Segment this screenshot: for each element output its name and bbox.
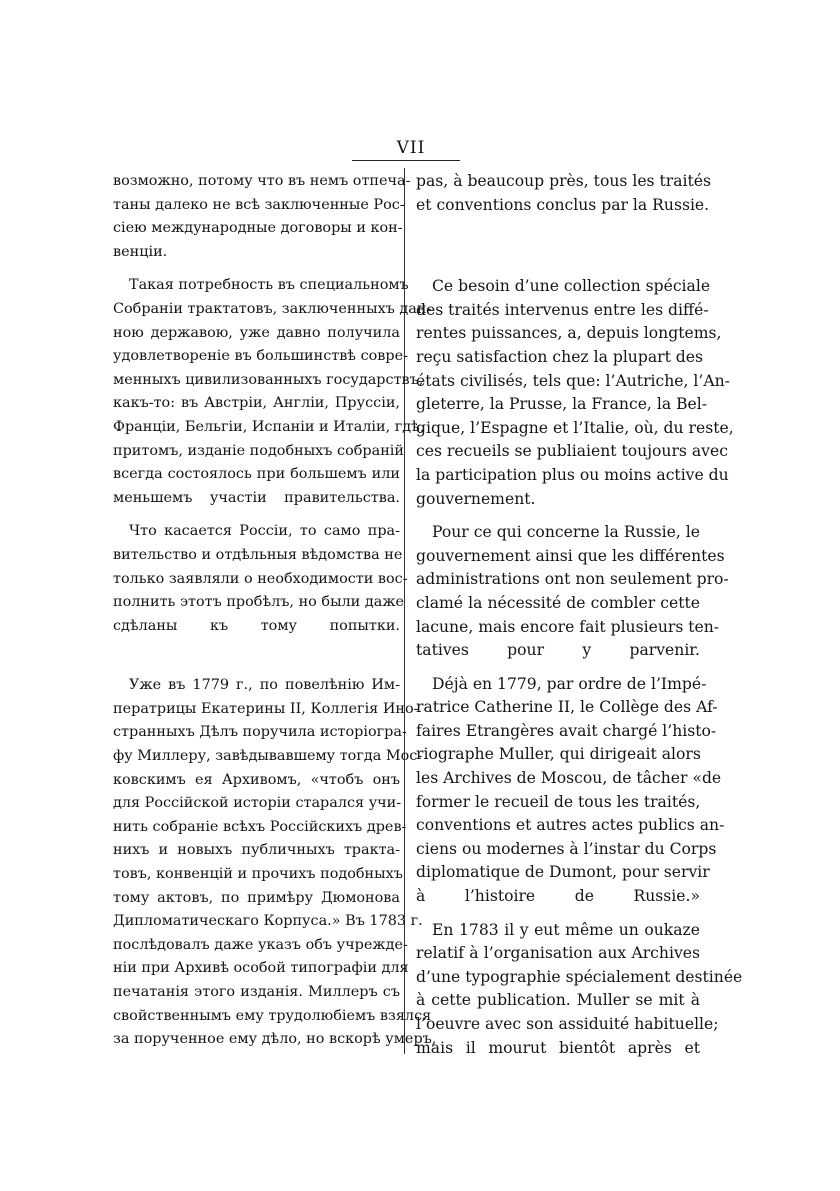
- text-line: печатанiя этого изданiя. Миллеръ съ: [113, 984, 400, 1000]
- paragraph-ru-2: [113, 274, 432, 510]
- paragraph-ru-1: [113, 170, 411, 264]
- text-line: former le recueil de tous les traités,: [416, 792, 701, 811]
- text-line: послѣдовалъ даже указъ объ учрежде-: [113, 936, 408, 953]
- paragraph-ru-3: [113, 520, 408, 638]
- paragraph-fr-2: [416, 275, 734, 511]
- text-line: rentes puissances, a, depuis longtems,: [416, 324, 722, 343]
- text-line: только заявляли о необходимости вос-: [113, 570, 408, 587]
- text-line: какъ-то: въ Австрiи, Англiи, Пруссiи,: [113, 395, 400, 412]
- paragraph-ru-4: [113, 674, 437, 1052]
- paragraph-fr-4: [416, 673, 725, 909]
- text-line: reçu satisfaction chez la plupart des: [416, 347, 704, 366]
- paragraph-fr-3: [416, 521, 729, 663]
- text-line: для Россiйской исторiи старался учи-: [113, 795, 402, 812]
- text-line: gouvernement ainsi que les différentes: [416, 546, 725, 565]
- text-line: gouvernement.: [416, 489, 536, 508]
- text-line: états civilisés, tels que: l’Autriche, l’An-: [416, 371, 730, 390]
- left-column: [113, 170, 437, 1052]
- text-line: à cette publication. Muller se mit à: [416, 991, 700, 1010]
- text-line: gleterre, la Prusse, la France, la Bel-: [416, 395, 708, 414]
- text-line: свойственнымъ ему трудолюбiемъ взялся: [113, 1007, 432, 1024]
- text-line: clamé la nécessité de combler cette: [416, 593, 700, 612]
- text-line: à l’histoire de Russie.»: [416, 887, 700, 906]
- text-line: ratrice Catherine II, le Collège des Af-: [416, 698, 718, 717]
- text-line: la participation plus ou moins active du: [416, 465, 729, 484]
- paragraph-fr-5: [416, 919, 743, 1061]
- text-line: Pour ce qui concerne la Russie, le: [432, 523, 700, 542]
- text-line: товъ, конвенцiй и прочихъ подобныхъ: [113, 866, 403, 883]
- text-line: полнить этотъ пробѣлъ, но были даже: [113, 594, 405, 611]
- text-line: Ce besoin d’une collection spéciale: [432, 277, 711, 296]
- text-line: et conventions conclus par la Russie.: [416, 195, 710, 214]
- text-line: возможно, потому что въ немъ отпеча-: [113, 173, 411, 189]
- text-line: conventions et autres actes publics an-: [416, 816, 725, 835]
- text-line: ковскимъ ея Архивомъ, «чтобъ онъ: [113, 771, 400, 788]
- text-line: tatives pour y parvenir.: [416, 641, 700, 660]
- page-number: VII: [396, 138, 426, 158]
- text-line: En 1783 il y eut même un oukaze: [432, 920, 700, 939]
- text-line: нихъ и новыхъ публичныхъ тракта-: [113, 842, 400, 859]
- text-line: удовлетворенiе въ большинствѣ совре-: [113, 348, 408, 365]
- text-line: lacune, mais encore fait plusieurs ten-: [416, 617, 720, 636]
- text-line: Уже въ 1779 г., по повелѣнiю Им-: [129, 677, 400, 694]
- header-rule: [352, 160, 460, 161]
- text-line: странныхъ Дѣлъ поручила исторiогра-: [113, 724, 407, 741]
- text-line: ператрицы Екатерины II, Коллегiя Ино-: [113, 700, 419, 717]
- text-line: mais il mourut bientôt après et: [416, 1038, 700, 1057]
- text-line: ною державою, уже давно получила: [113, 324, 400, 341]
- text-line: diplomatique de Dumont, pour servir: [416, 863, 710, 882]
- text-line: gique, l’Espagne et l’Italie, où, du reste,: [416, 418, 734, 437]
- text-line: administrations ont non seulement pro-: [416, 570, 729, 589]
- text-line: Собранiи трактатовъ, заключенныхъ дан-: [113, 300, 432, 317]
- text-line: менныхъ цивилизованныхъ государствъ,: [113, 371, 424, 388]
- text-line: притомъ, изданiе подобныхъ собранiй: [113, 442, 404, 459]
- text-line: riographe Muller, qui dirigeait alors: [416, 745, 701, 764]
- text-line: Такая потребность въ специальномъ: [129, 277, 409, 294]
- text-line: таны далеко не всѣ заключенные Рос-: [113, 196, 405, 213]
- text-line: нiи при Архивѣ особой типографiи для: [113, 960, 409, 977]
- text-line: les Archives de Moscou, de tâcher «de: [416, 769, 722, 788]
- right-column: [416, 170, 743, 1060]
- text-line: Францiи, Бельгiи, Испанiи и Италiи, гдѣ,: [113, 418, 425, 435]
- text-line: вительство и отдѣльныя вѣдомства не: [113, 546, 403, 563]
- text-line: faires Etrangères avait chargé l’histo-: [416, 721, 717, 740]
- text-line: венцiи.: [113, 243, 168, 260]
- text-line: Что касается Россiи, то само пра-: [129, 523, 400, 540]
- text-line: тому актовъ, по примѣру Дюмонова: [113, 889, 400, 906]
- text-line: Déjà en 1779, par ordre de l’Impé-: [432, 674, 707, 693]
- text-line: всегда состоялось при большемъ или: [113, 466, 400, 483]
- text-line: l’oeuvre avec son assiduité habituelle;: [416, 1015, 719, 1033]
- text-line: d’une typographie spécialement destinée: [416, 967, 743, 986]
- text-line: меньшемъ участiи правительства.: [113, 489, 400, 506]
- paragraph-fr-1: [416, 170, 712, 217]
- text-line: сiею международные договоры и кон-: [113, 220, 403, 237]
- text-line: relatif à l’organisation aux Archives: [416, 944, 700, 963]
- text-line: фу Миллеру, завѣдывавшему тогда Мос-: [113, 748, 423, 765]
- text-line: des traités intervenus entre les diffé-: [416, 300, 709, 319]
- text-line: за порученное ему дѣло, но вскорѣ умеръ,: [113, 1031, 437, 1048]
- text-line: ces recueils se publiaient toujours avec: [416, 442, 728, 461]
- text-line: нить собранiе всѣхъ Россiйскихъ древ-: [113, 818, 407, 835]
- text-line: Дипломатическаго Корпуса.» Въ 1783 г.: [113, 913, 423, 930]
- text-line: сдѣланы къ тому попытки.: [113, 617, 400, 634]
- text-line: ciens ou modernes à l’instar du Corps: [416, 839, 717, 858]
- text-line: pas, à beaucoup près, tous les traités: [416, 172, 712, 190]
